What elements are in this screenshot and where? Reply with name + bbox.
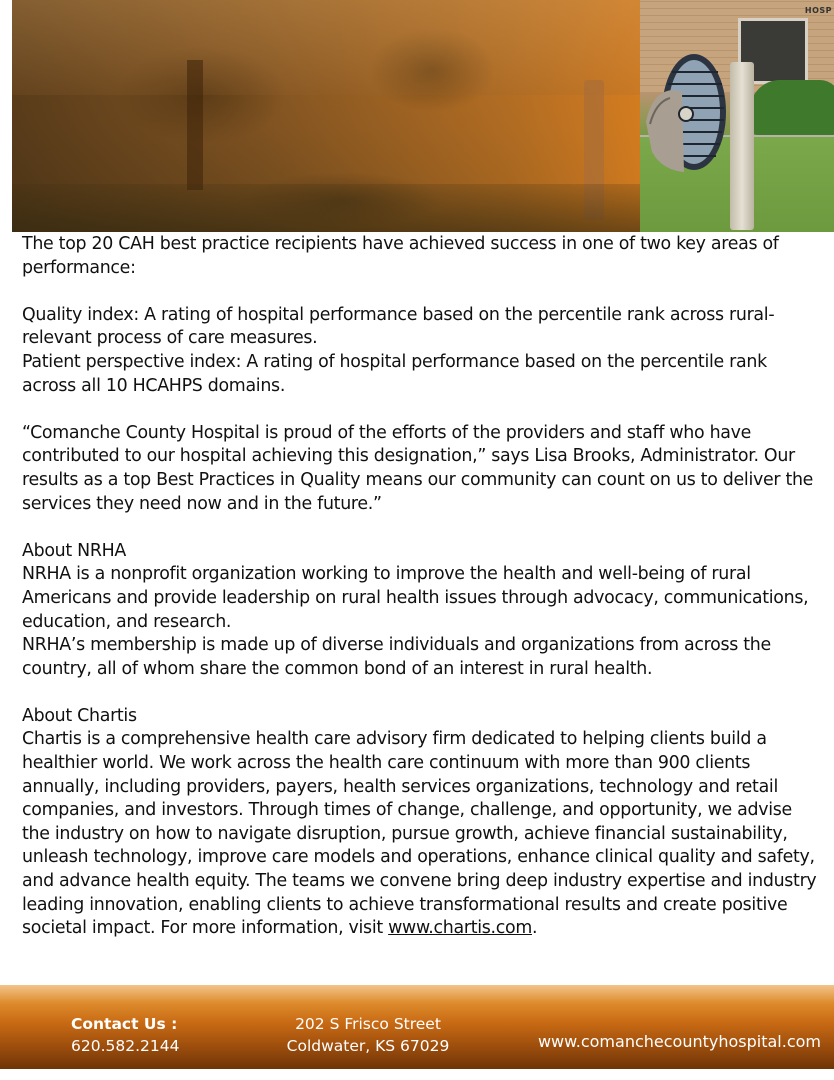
chief-headdress-sculpture-icon [642,52,726,187]
hedge [750,80,834,135]
website-link[interactable]: www.comanchecountyhospital.com [537,1032,821,1051]
footer-bar [0,985,834,1069]
intro-paragraph: The top 20 CAH best practice recipients have achieved success in one of two key areas of performance: [22,234,779,278]
lawn [12,184,640,232]
chartis-paragraph [22,728,822,940]
patient-index-paragraph: Patient perspective index: A rating of hospital performance based on the percentile rank across all 10 HCAHPS domains. [22,351,767,396]
tree [187,60,203,190]
hero-banner [12,0,834,232]
caduceus-pillar [730,62,754,230]
hospital-sign: HOSP [804,6,832,15]
address-block [284,1013,452,1057]
chartis-link[interactable]: www.chartis.com [388,918,532,939]
address-line-2: Coldwater, KS 67029 [286,1037,450,1055]
article-body [22,233,822,941]
nrha-heading: About NRHA [22,540,127,561]
chartis-period: . [531,918,538,939]
nrha-paragraph-1: NRHA is a nonprofit organization working to improve the health and well-being of rural Americans and provide leadership on rural health issues through advocacy, communications, education, and research. [22,564,809,632]
chartis-heading: About Chartis [22,705,137,726]
chartis-text: Chartis is a comprehensive health care advisory firm dedicated to helping clients build a healthier world. We work across the health care continuum with more than 900 clients annually, including providers, payers, health services organizations, technology and retail companies, and investors. Through times of change, challenge, and opportunity, we advise the industry on how to navigate disruption, pursue growth, achieve financial sustainability, unleash technology, improve care models and operations, enhance clinical quality and safety, and advance health equity. The teams we convene bring deep industry expertise and industry leading innovation, enabling clients to achieve transformational results and create positive societal impact. For more information, visit [22,729,817,939]
address-line-1: 202 S Frisco Street [295,1015,441,1033]
building-facade [12,0,640,95]
contact-block [71,1013,179,1057]
phone-number[interactable]: 620.582.2144 [71,1037,180,1055]
contact-label: Contact Us : [71,1015,178,1033]
nrha-paragraph-2: NRHA’s membership is made up of diverse individuals and organizations from across the country, all of whom share the common bond of an interest in rural health. [22,635,771,679]
administrator-quote: “Comanche County Hospital is proud of the efforts of the providers and staff who have contributed to our hospital achieving this designation,” says Lisa Brooks, Administrator. Our results as a top Best Practices in Quality means our community can count on us to deliver the services they need now and in the future.” [22,422,814,514]
quality-index-paragraph: Quality index: A rating of hospital performance based on the percentile rank across rural-relevant process of care measures. [22,304,775,349]
hero-photo-tinted [12,0,640,232]
hero-photo-sculpture [640,0,834,232]
